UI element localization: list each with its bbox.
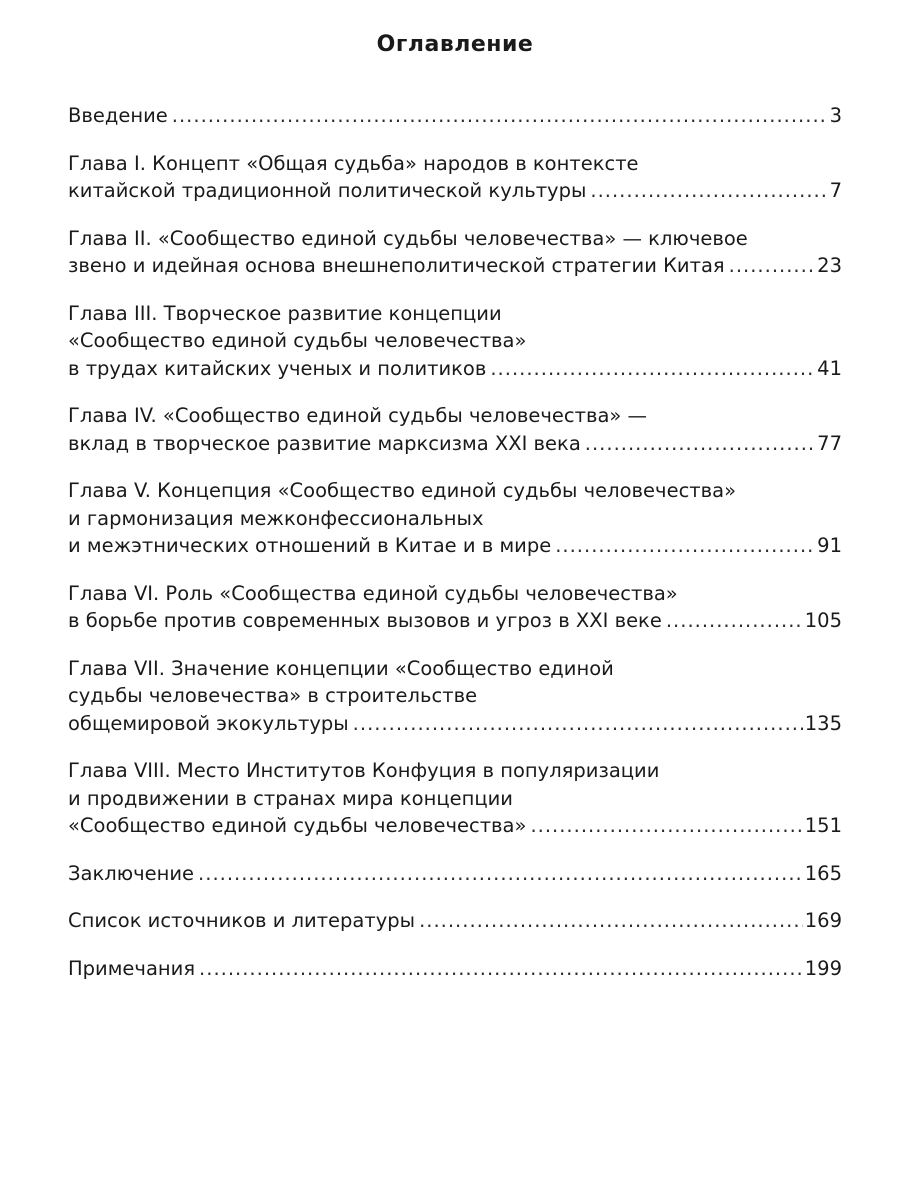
toc-entry-text: в борьбе против современных вызовов и угроз в XXI веке (68, 609, 662, 632)
dot-leader (353, 710, 803, 738)
toc-entry-text: общемировой экокультуры (68, 711, 349, 735)
toc-entry-text: Список источников и литературы (68, 909, 416, 932)
dot-leader (729, 252, 816, 280)
dot-leader (590, 177, 827, 205)
toc-entry-bibliography[interactable] (68, 907, 842, 935)
dot-leader (198, 860, 803, 888)
toc-entry-text: судьбы человечества» в строительстве (68, 684, 478, 707)
dot-leader (490, 355, 815, 383)
toc-entry-text: китайской традиционной политической культуры (68, 179, 587, 202)
toc-entry-chapter-4[interactable] (68, 402, 842, 457)
toc-page-number: 151 (804, 814, 842, 837)
toc-page-number: 23 (817, 254, 842, 277)
toc-entry-notes[interactable] (68, 955, 842, 983)
toc-entry-text: Глава VI. Роль «Сообщества единой судьбы человечества» (68, 581, 678, 605)
toc-entry-chapter-1[interactable] (68, 150, 842, 205)
toc-page-number: 135 (804, 711, 842, 735)
toc-entry-text: Глава IV. «Сообщество единой судьбы человечества» — (68, 404, 648, 427)
toc-entry-text: «Сообщество единой судьбы человечества» (68, 814, 527, 837)
toc-page-number: 199 (804, 956, 842, 980)
toc-page-number: 7 (829, 179, 842, 202)
toc-page-number: 77 (817, 431, 842, 455)
toc-page-number: 165 (804, 861, 842, 885)
dot-leader (666, 607, 803, 635)
toc-entry-text: Введение (68, 104, 168, 127)
dot-leader (419, 907, 803, 935)
toc-entry-chapter-6[interactable] (68, 580, 842, 635)
toc-entry-chapter-8[interactable] (68, 757, 842, 840)
toc-entry-conclusion[interactable] (68, 860, 842, 888)
toc-entry-text: Глава III. Творческое развитие концепции (68, 301, 502, 325)
toc-page-number: 41 (817, 356, 842, 380)
toc-entry-chapter-3[interactable] (68, 300, 842, 383)
toc-entry-text: и гармонизация межконфессиональных (68, 506, 484, 530)
toc-entry-text: Заключение (68, 861, 195, 885)
toc-page-number: 91 (817, 534, 842, 557)
toc-page-number: 3 (829, 104, 842, 127)
dot-leader (199, 955, 803, 983)
dot-leader (530, 812, 802, 840)
toc-entry-text: Глава VII. Значение концепции «Сообщество единой (68, 656, 614, 680)
toc-page-number: 169 (804, 909, 842, 932)
toc-entry-text: и межэтнических отношений в Китае и в мире (68, 534, 552, 557)
toc-entry-chapter-7[interactable] (68, 655, 842, 738)
toc-entry-chapter-2[interactable] (68, 225, 842, 280)
toc-entry-chapter-5[interactable] (68, 477, 842, 560)
dot-leader (555, 532, 815, 560)
toc-entry-text: Глава VIII. Место Институтов Конфуция в популяризации (68, 759, 660, 782)
toc-page-number: 105 (804, 609, 842, 632)
toc-entry-text: в трудах китайских ученых и политиков (68, 356, 487, 380)
toc-page (68, 30, 842, 1002)
toc-entry-text: звено и идейная основа внешнеполитической стратегии Китая (68, 254, 725, 277)
toc-list (68, 102, 842, 982)
toc-entry-text: и продвижении в странах мира концепции (68, 786, 513, 810)
toc-entry-text: вклад в творческое развитие марксизма XXI века (68, 431, 581, 455)
toc-entry-introduction[interactable] (68, 102, 842, 130)
toc-entry-text: Примечания (68, 956, 196, 980)
toc-entry-text: Глава V. Концепция «Сообщество единой судьбы человечества» (68, 479, 737, 502)
dot-leader (585, 430, 815, 458)
toc-entry-text: Глава I. Концепт «Общая судьба» народов в контексте (68, 151, 639, 175)
page-title: Оглавление (376, 32, 534, 57)
dot-leader (172, 102, 828, 130)
toc-entry-text: Глава II. «Сообщество единой судьбы человечества» — ключевое (68, 226, 748, 250)
toc-entry-text: «Сообщество единой судьбы человечества» (68, 329, 527, 352)
